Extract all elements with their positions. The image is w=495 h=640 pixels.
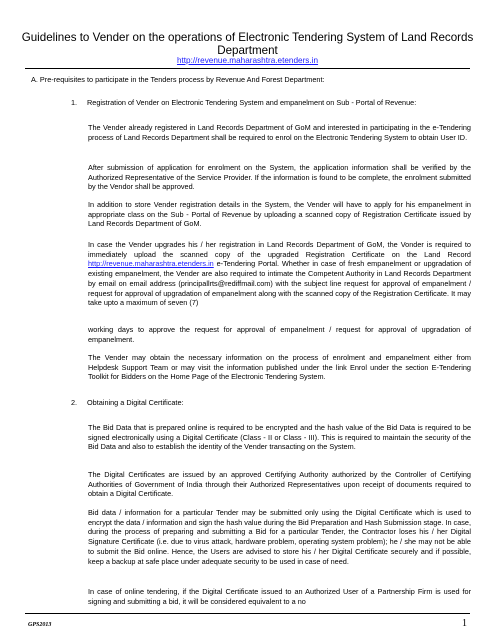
footer-label: GPS2013 — [28, 622, 52, 628]
item-2-title: Obtaining a Digital Certificate: — [87, 398, 184, 407]
item-1-paragraph-2: After submission of application for enrolment on the System, the application information shall be verified by the Authorized Representative of the Service Provider. If the information is found to be complete, the enrolment submitted by the Vendor shall be approved. — [88, 163, 471, 192]
item-1-paragraph-5: working days to approve the request for approval of empanelment / request for approval of upgradation of empanelment. — [88, 325, 471, 344]
item-1-paragraph-4-text-a: In case the Vender upgrades his / her registration in Land Records Department of GoM, the Vonder is required to immediately upload the scanned copy of the upgraded Registration Certificate on the Land Record — [88, 240, 471, 259]
item-1-title: Registration of Vender on Electronic Tendering System and empanelment on Sub - Portal of Revenue: — [87, 98, 417, 107]
section-a-heading: A. Pre-requisites to participate in the Tenders process by Revenue And Forest Department: — [31, 75, 325, 84]
item-1-number: 1. — [71, 98, 78, 107]
header-rule — [25, 68, 470, 69]
item-2-paragraph-2: The Digital Certificates are issued by an approved Certifying Authority authorized by the Controller of Certifying Authorities of Government of India through their Authorized Representatives upon receipt of documents required to obtain a Digital Certificate. — [88, 470, 471, 499]
item-1-paragraph-4-text-b: e-Tendering Portal. Whether in case of fresh empanelment or upgradation of existing empanelment, the Vender are also required to intimate the Competent Authority in Land Records Department by email on email address (principallrts@rediffmail.com) with the subject line request for approval of empanelment / request for approval of upgradation of empanelment along with the scanned copy of the Registration Certificate. It may take upto a maximum of seven (7) — [88, 259, 471, 308]
item-2-paragraph-1: The Bid Data that is prepared online is required to be encrypted and the hash value of the Bid Data is required to be signed electronically using a Digital Certificate (Class - II or Class - III). This is required to maintain the security of the Bid Data and also to establish the identity of the Vender transacting on the System. — [88, 423, 471, 452]
page-number: 1 — [462, 618, 467, 629]
page-title: Guidelines to Vender on the operations of Electronic Tendering System of Land Records Department — [21, 31, 474, 57]
item-1-paragraph-6: The Vender may obtain the necessary information on the process of enrolment and empanelment either from Helpdesk Support Team or may visit the information published under the link Enrol under the section E-Tendering Toolkit for Bidders on the Home Page of the Electronic Tendering System. — [88, 353, 471, 382]
item-1-paragraph-1: The Vender already registered in Land Records Department of GoM and interested in participating in the e-Tendering process of Land Records Department shall be required to enrol on the Electronic Tendering System to obtain User ID. — [88, 123, 471, 142]
item-2-number: 2. — [71, 398, 78, 407]
portal-link[interactable]: http://revenue.maharashtra.etenders.in — [176, 56, 319, 65]
item-2-paragraph-4: In case of online tendering, if the Digital Certificate issued to an Authorized User of a Partnership Firm is used for signing and submitting a bid, it will be considered equivalent to a no — [88, 587, 471, 606]
footer-rule — [25, 613, 470, 614]
portal-link-inline[interactable]: http://revenue.maharashtra.etenders.in — [88, 259, 214, 269]
item-2-paragraph-3: Bid data / information for a particular Tender may be submitted only using the Digital Certificate which is used to encrypt the data / information and sign the hash value during the Bid Preparation and Hash Submission stage. In case, during the process of preparing and submitting a Bid for a particular Tender, the Contractor loses his / her Digital Signature Certificate (i.e. due to virus attack, hardware problem, operating system problem); he / she may not be able to submit the Bid online. Hence, the Users are advised to store his / her Digital Certificate securely and if possible, keep a backup at safe place under adequate security to be used in case of need. — [88, 508, 471, 566]
item-1-paragraph-4 — [88, 240, 471, 308]
item-1-paragraph-3: In addition to store Vender registration details in the System, the Vender will have to apply for his empanelment in appropriate class on the Sub - Portal of Revenue by uploading a scanned copy of Registration Certificate issued by Land Records Department of GoM. — [88, 200, 471, 229]
